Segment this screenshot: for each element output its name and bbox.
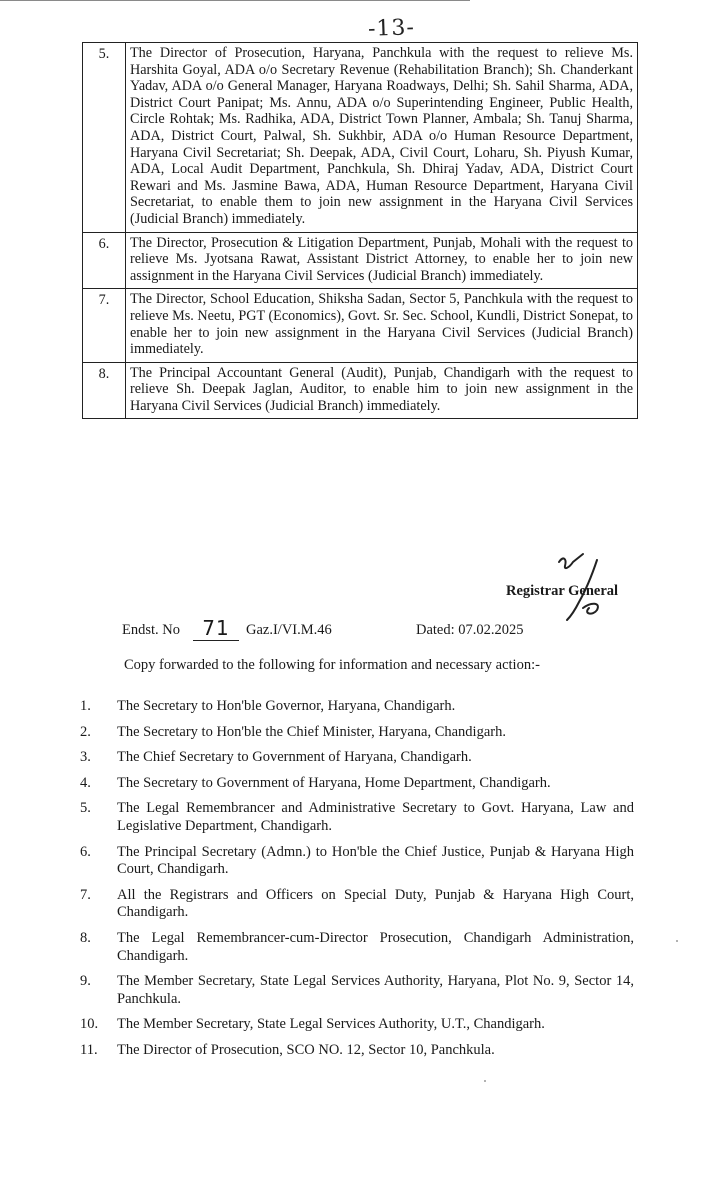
row-number: 5.: [83, 43, 126, 233]
signatory-title: Registrar General: [506, 583, 619, 599]
list-item: [80, 973, 634, 1008]
list-item: [80, 698, 634, 716]
top-edge-rule: [0, 0, 470, 1]
addressee-table: [82, 42, 638, 419]
page-number: -13-: [367, 15, 416, 42]
list-item-number: 10.: [80, 1016, 99, 1033]
endorsement-date: Dated: 07.02.2025: [416, 622, 524, 638]
list-item-number: 5.: [80, 800, 91, 817]
list-item: [80, 749, 634, 767]
row-text: The Director, School Education, Shiksha Sadan, Sector 5, Panchkula with the request to relieve Ms. Neetu, PGT (Economics), Govt. Sr. Sec. School, Kundli, District Sonepat, to enable her to join new assignment in the Haryana Civil Services (Judicial Branch) immediately.: [126, 289, 638, 362]
copy-forward-intro: Copy forwarded to the following for information and necessary action:-: [124, 657, 540, 673]
list-item: [80, 930, 634, 965]
list-item-number: 6.: [80, 843, 91, 860]
list-item-number: 4.: [80, 774, 91, 791]
list-item-number: 7.: [80, 886, 91, 903]
list-item: [80, 1016, 634, 1034]
scan-speck: [676, 940, 678, 942]
list-item-text: All the Registrars and Officers on Special Duty, Punjab & Haryana High Court, Chandigarh.: [117, 886, 634, 921]
table-row: [83, 43, 638, 233]
list-item-text: The Secretary to Hon'ble the Chief Minister, Haryana, Chandigarh.: [117, 723, 506, 740]
list-item: [80, 800, 634, 835]
list-item-number: 3.: [80, 749, 91, 766]
list-item-number: 9.: [80, 973, 91, 990]
endorsement-reference: Gaz.I/VI.M.46: [246, 622, 332, 638]
row-number: 6.: [83, 232, 126, 289]
endorsement-number: 71: [193, 616, 239, 641]
list-item-text: The Director of Prosecution, SCO NO. 12, Sector 10, Panchkula.: [117, 1041, 495, 1058]
row-number: 8.: [83, 362, 126, 419]
table-row: [83, 289, 638, 362]
list-item: [80, 775, 634, 793]
endorsement-label: Endst. No: [122, 622, 180, 638]
list-item-number: 8.: [80, 929, 91, 946]
list-item-text: The Chief Secretary to Government of Haryana, Chandigarh.: [117, 749, 472, 766]
list-item: [80, 844, 634, 879]
list-item-text: The Principal Secretary (Admn.) to Hon'ble the Chief Justice, Punjab & Haryana High Court, Chandigarh.: [117, 843, 634, 878]
scan-speck: [484, 1080, 486, 1082]
list-item-number: 11.: [80, 1041, 98, 1058]
row-text: The Director, Prosecution & Litigation Department, Punjab, Mohali with the request to relieve Ms. Jyotsana Rawat, Assistant District Attorney, to enable her to join new assignment in the Haryana Civil Services (Judicial Branch) immediately.: [126, 232, 638, 289]
list-item-text: The Legal Remembrancer and Administrative Secretary to Govt. Haryana, Law and Legislative Department, Chandigarh.: [117, 800, 634, 834]
list-item-text: The Secretary to Hon'ble Governor, Haryana, Chandigarh.: [117, 698, 456, 714]
row-number: 7.: [83, 289, 126, 362]
table-row: [83, 362, 638, 419]
list-item-number: 2.: [80, 723, 91, 740]
list-item: [80, 887, 634, 922]
list-item-text: The Legal Remembrancer-cum-Director Prosecution, Chandigarh Administration, Chandigarh.: [117, 929, 634, 964]
table-row: [83, 232, 638, 289]
row-text: The Director of Prosecution, Haryana, Panchkula with the request to relieve Ms. Harshita Goyal, ADA o/o Secretary Revenue (Rehabilitation Branch); Sh. Chanderkant Yadav, ADA o/o General Manager, Haryana Roadways, Delhi; Sh. Sahil Sharma, ADA, District Court Panipat; Ms. Annu, ADA o/o Superintending Engineer, Public Health, Circle Rohtak; Ms. Radhika, ADA, District Town Planner, Ambala; Sh. Tanuj Sharma, ADA, District Court, Palwal, Sh. Sukhbir, ADA o/o Human Resource Department, Haryana Civil Secretariat; Sh. Deepak, ADA, Civil Court, Loharu, Sh. Piyush Kumar, ADA, Local Audit Department, Panchkula, Sh. Dhiraj Yadav, ADA, District Court Rewari and Ms. Jasmine Bawa, ADA, Human Resource Department, Haryana Civil Secretariat, to enable them to join new assignment in the Haryana Civil Services (Judicial Branch) immediately.: [126, 43, 638, 233]
list-item-number: 1.: [80, 698, 91, 714]
copy-forward-list: [80, 698, 634, 1068]
list-item-text: The Secretary to Government of Haryana, Home Department, Chandigarh.: [117, 774, 551, 791]
row-text: The Principal Accountant General (Audit), Punjab, Chandigarh with the request to relieve Sh. Deepak Jaglan, Auditor, to enable him to join new assignment in the Haryana Civil Services (Judicial Branch) immediately.: [126, 362, 638, 419]
list-item-text: The Member Secretary, State Legal Services Authority, Haryana, Plot No. 9, Sector 14, Panchkula.: [117, 973, 634, 1007]
list-item: [80, 724, 634, 742]
list-item: [80, 1042, 634, 1060]
list-item-text: The Member Secretary, State Legal Services Authority, U.T., Chandigarh.: [117, 1016, 545, 1033]
